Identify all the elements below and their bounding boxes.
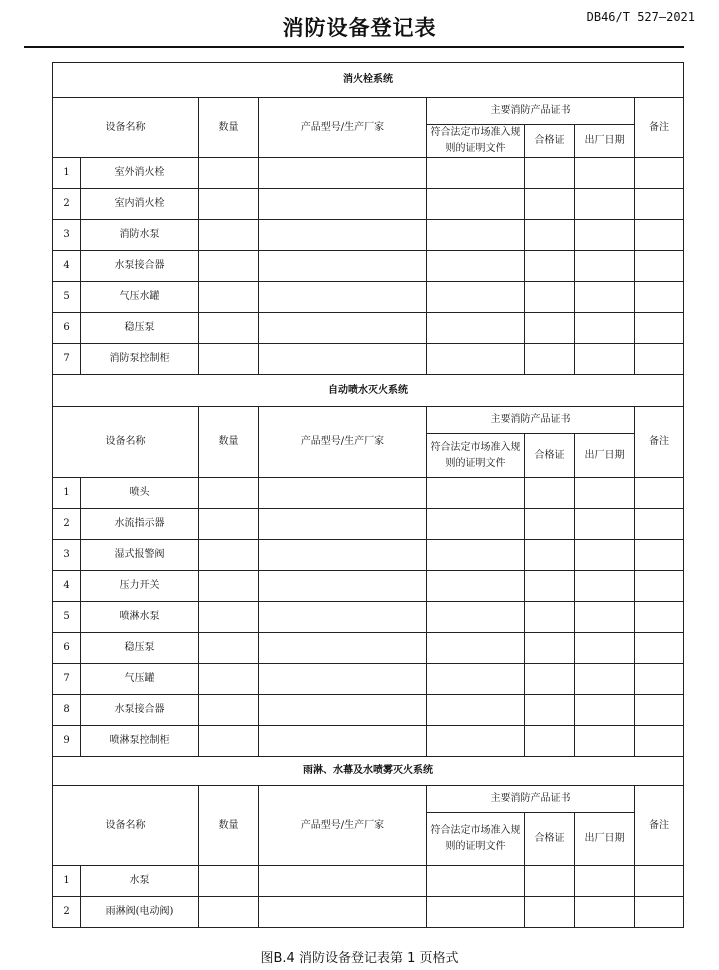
remark-cell bbox=[635, 571, 684, 602]
equipment-name: 喷淋泵控制柜 bbox=[81, 726, 199, 757]
cert-date-cell bbox=[575, 602, 635, 633]
model-cell bbox=[259, 220, 427, 251]
qty-cell bbox=[199, 158, 259, 189]
header-name: 设备名称 bbox=[53, 407, 199, 478]
header-cert-pass: 合格证 bbox=[525, 125, 575, 158]
row-number: 1 bbox=[53, 158, 81, 189]
cert-date-cell bbox=[575, 540, 635, 571]
cert-market-cell bbox=[427, 251, 525, 282]
model-cell bbox=[259, 158, 427, 189]
cert-date-cell bbox=[575, 344, 635, 375]
cert-date-cell bbox=[575, 158, 635, 189]
equipment-name: 喷头 bbox=[81, 478, 199, 509]
header-name: 设备名称 bbox=[53, 98, 199, 158]
model-cell bbox=[259, 695, 427, 726]
model-cell bbox=[259, 726, 427, 757]
qty-cell bbox=[199, 664, 259, 695]
equipment-name: 湿式报警阀 bbox=[81, 540, 199, 571]
cert-pass-cell bbox=[525, 695, 575, 726]
equipment-register-table bbox=[52, 62, 684, 928]
model-cell bbox=[259, 633, 427, 664]
cert-pass-cell bbox=[525, 251, 575, 282]
row-number: 1 bbox=[53, 478, 81, 509]
cert-pass-cell bbox=[525, 478, 575, 509]
cert-pass-cell bbox=[525, 897, 575, 928]
cert-date-cell bbox=[575, 509, 635, 540]
row-number: 4 bbox=[53, 571, 81, 602]
row-number: 3 bbox=[53, 540, 81, 571]
model-cell bbox=[259, 344, 427, 375]
cert-market-cell bbox=[427, 220, 525, 251]
equipment-name: 压力开关 bbox=[81, 571, 199, 602]
model-cell bbox=[259, 313, 427, 344]
header-model: 产品型号/生产厂家 bbox=[259, 98, 427, 158]
equipment-name: 稳压泵 bbox=[81, 633, 199, 664]
cert-date-cell bbox=[575, 664, 635, 695]
cert-pass-cell bbox=[525, 633, 575, 664]
table-row bbox=[53, 897, 684, 928]
row-number: 4 bbox=[53, 251, 81, 282]
remark-cell bbox=[635, 478, 684, 509]
header-cert-group: 主要消防产品证书 bbox=[427, 407, 635, 434]
table-row bbox=[53, 695, 684, 726]
qty-cell bbox=[199, 897, 259, 928]
section-title-row bbox=[53, 63, 684, 98]
remark-cell bbox=[635, 189, 684, 220]
section-title: 消火栓系统 bbox=[53, 63, 684, 98]
cert-pass-cell bbox=[525, 726, 575, 757]
cert-pass-cell bbox=[525, 540, 575, 571]
equipment-name: 稳压泵 bbox=[81, 313, 199, 344]
cert-market-cell bbox=[427, 313, 525, 344]
row-number: 6 bbox=[53, 313, 81, 344]
header-cert-date: 出厂日期 bbox=[575, 813, 635, 866]
table-row bbox=[53, 509, 684, 540]
section-title: 自动喷水灭火系统 bbox=[53, 375, 684, 407]
qty-cell bbox=[199, 282, 259, 313]
remark-cell bbox=[635, 251, 684, 282]
remark-cell bbox=[635, 158, 684, 189]
equipment-name: 雨淋阀(电动阀) bbox=[81, 897, 199, 928]
remark-cell bbox=[635, 344, 684, 375]
model-cell bbox=[259, 866, 427, 897]
table-row bbox=[53, 602, 684, 633]
cert-market-cell bbox=[427, 509, 525, 540]
qty-cell bbox=[199, 220, 259, 251]
cert-market-cell bbox=[427, 602, 525, 633]
qty-cell bbox=[199, 602, 259, 633]
cert-market-cell bbox=[427, 189, 525, 220]
cert-date-cell bbox=[575, 726, 635, 757]
remark-cell bbox=[635, 282, 684, 313]
model-cell bbox=[259, 509, 427, 540]
cert-pass-cell bbox=[525, 866, 575, 897]
model-cell bbox=[259, 540, 427, 571]
model-cell bbox=[259, 251, 427, 282]
table-row bbox=[53, 540, 684, 571]
cert-market-cell bbox=[427, 158, 525, 189]
header-cert-pass: 合格证 bbox=[525, 813, 575, 866]
header-cert-date: 出厂日期 bbox=[575, 125, 635, 158]
equipment-name: 消防水泵 bbox=[81, 220, 199, 251]
cert-pass-cell bbox=[525, 509, 575, 540]
cert-date-cell bbox=[575, 189, 635, 220]
cert-pass-cell bbox=[525, 571, 575, 602]
cert-pass-cell bbox=[525, 664, 575, 695]
cert-date-cell bbox=[575, 220, 635, 251]
model-cell bbox=[259, 602, 427, 633]
row-number: 1 bbox=[53, 866, 81, 897]
cert-market-cell bbox=[427, 540, 525, 571]
equipment-name: 水流指示器 bbox=[81, 509, 199, 540]
cert-date-cell bbox=[575, 313, 635, 344]
cert-pass-cell bbox=[525, 313, 575, 344]
equipment-name: 水泵 bbox=[81, 866, 199, 897]
header-rule bbox=[24, 46, 684, 48]
cert-market-cell bbox=[427, 695, 525, 726]
row-number: 7 bbox=[53, 344, 81, 375]
cert-pass-cell bbox=[525, 189, 575, 220]
model-cell bbox=[259, 282, 427, 313]
header-remark: 备注 bbox=[635, 98, 684, 158]
header-row bbox=[53, 98, 684, 125]
qty-cell bbox=[199, 189, 259, 220]
cert-pass-cell bbox=[525, 602, 575, 633]
header-qty: 数量 bbox=[199, 786, 259, 866]
standard-code: DB46/T 527—2021 bbox=[586, 10, 695, 24]
remark-cell bbox=[635, 726, 684, 757]
equipment-name: 气压水罐 bbox=[81, 282, 199, 313]
header-qty: 数量 bbox=[199, 98, 259, 158]
header-model: 产品型号/生产厂家 bbox=[259, 407, 427, 478]
row-number: 7 bbox=[53, 664, 81, 695]
header-row bbox=[53, 407, 684, 434]
equipment-name: 水泵接合器 bbox=[81, 695, 199, 726]
qty-cell bbox=[199, 695, 259, 726]
row-number: 8 bbox=[53, 695, 81, 726]
remark-cell bbox=[635, 540, 684, 571]
remark-cell bbox=[635, 897, 684, 928]
remark-cell bbox=[635, 664, 684, 695]
header-qty: 数量 bbox=[199, 407, 259, 478]
section-title: 雨淋、水幕及水喷雾灭火系统 bbox=[53, 757, 684, 786]
header-cert-market: 符合法定市场准入规则的证明文件 bbox=[427, 125, 525, 158]
table-row bbox=[53, 726, 684, 757]
remark-cell bbox=[635, 313, 684, 344]
row-number: 5 bbox=[53, 282, 81, 313]
header-cert-pass: 合格证 bbox=[525, 434, 575, 478]
table-row bbox=[53, 633, 684, 664]
cert-date-cell bbox=[575, 251, 635, 282]
table-row bbox=[53, 866, 684, 897]
qty-cell bbox=[199, 509, 259, 540]
header-remark: 备注 bbox=[635, 786, 684, 866]
page-title: 消防设备登记表 bbox=[282, 16, 437, 40]
equipment-name: 喷淋水泵 bbox=[81, 602, 199, 633]
table-row bbox=[53, 158, 684, 189]
figure-caption: 图B.4 消防设备登记表第 1 页格式 bbox=[260, 951, 459, 966]
equipment-name: 室外消火栓 bbox=[81, 158, 199, 189]
cert-market-cell bbox=[427, 478, 525, 509]
cert-market-cell bbox=[427, 344, 525, 375]
table-row bbox=[53, 344, 684, 375]
row-number: 2 bbox=[53, 897, 81, 928]
equipment-name: 水泵接合器 bbox=[81, 251, 199, 282]
cert-pass-cell bbox=[525, 344, 575, 375]
section-title-row bbox=[53, 757, 684, 786]
model-cell bbox=[259, 664, 427, 695]
cert-date-cell bbox=[575, 695, 635, 726]
cert-market-cell bbox=[427, 664, 525, 695]
table-row bbox=[53, 282, 684, 313]
cert-date-cell bbox=[575, 897, 635, 928]
table-row bbox=[53, 571, 684, 602]
cert-date-cell bbox=[575, 633, 635, 664]
row-number: 2 bbox=[53, 189, 81, 220]
qty-cell bbox=[199, 478, 259, 509]
model-cell bbox=[259, 897, 427, 928]
equipment-name: 气压罐 bbox=[81, 664, 199, 695]
header-model: 产品型号/生产厂家 bbox=[259, 786, 427, 866]
cert-market-cell bbox=[427, 571, 525, 602]
table-row bbox=[53, 189, 684, 220]
cert-market-cell bbox=[427, 897, 525, 928]
header-name: 设备名称 bbox=[53, 786, 199, 866]
table-row bbox=[53, 664, 684, 695]
cert-date-cell bbox=[575, 571, 635, 602]
remark-cell bbox=[635, 695, 684, 726]
cert-date-cell bbox=[575, 478, 635, 509]
header-cert-market: 符合法定市场准入规则的证明文件 bbox=[427, 434, 525, 478]
row-number: 9 bbox=[53, 726, 81, 757]
header-cert-market: 符合法定市场准入规则的证明文件 bbox=[427, 813, 525, 866]
row-number: 2 bbox=[53, 509, 81, 540]
table-row bbox=[53, 313, 684, 344]
model-cell bbox=[259, 571, 427, 602]
cert-market-cell bbox=[427, 282, 525, 313]
qty-cell bbox=[199, 540, 259, 571]
cert-pass-cell bbox=[525, 282, 575, 313]
qty-cell bbox=[199, 313, 259, 344]
cert-date-cell bbox=[575, 866, 635, 897]
remark-cell bbox=[635, 633, 684, 664]
qty-cell bbox=[199, 344, 259, 375]
header-cert-group: 主要消防产品证书 bbox=[427, 98, 635, 125]
row-number: 3 bbox=[53, 220, 81, 251]
model-cell bbox=[259, 478, 427, 509]
equipment-name: 消防泵控制柜 bbox=[81, 344, 199, 375]
qty-cell bbox=[199, 726, 259, 757]
equipment-name: 室内消火栓 bbox=[81, 189, 199, 220]
model-cell bbox=[259, 189, 427, 220]
cert-date-cell bbox=[575, 282, 635, 313]
header-remark: 备注 bbox=[635, 407, 684, 478]
table-row bbox=[53, 251, 684, 282]
header-cert-group: 主要消防产品证书 bbox=[427, 786, 635, 813]
header-cert-date: 出厂日期 bbox=[575, 434, 635, 478]
remark-cell bbox=[635, 866, 684, 897]
table-row bbox=[53, 220, 684, 251]
qty-cell bbox=[199, 633, 259, 664]
cert-market-cell bbox=[427, 726, 525, 757]
cert-pass-cell bbox=[525, 158, 575, 189]
cert-market-cell bbox=[427, 866, 525, 897]
remark-cell bbox=[635, 602, 684, 633]
row-number: 6 bbox=[53, 633, 81, 664]
remark-cell bbox=[635, 509, 684, 540]
qty-cell bbox=[199, 571, 259, 602]
cert-market-cell bbox=[427, 633, 525, 664]
row-number: 5 bbox=[53, 602, 81, 633]
remark-cell bbox=[635, 220, 684, 251]
cert-pass-cell bbox=[525, 220, 575, 251]
section-title-row bbox=[53, 375, 684, 407]
qty-cell bbox=[199, 251, 259, 282]
header-row bbox=[53, 786, 684, 813]
qty-cell bbox=[199, 866, 259, 897]
table-row bbox=[53, 478, 684, 509]
